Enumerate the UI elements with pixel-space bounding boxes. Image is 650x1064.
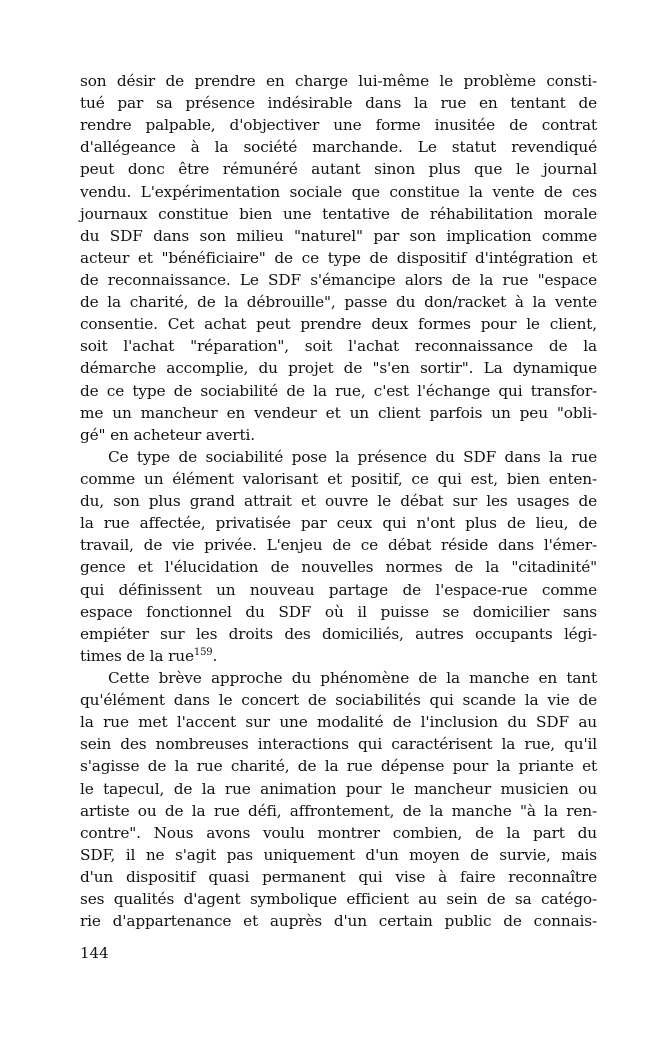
paragraph-1 [80, 70, 597, 446]
text-fragment: . [212, 646, 218, 665]
text-line: s'agisse de la rue charité, de la rue dépense pour la priante et [80, 757, 597, 776]
text-line: artiste ou de la rue défi, affrontement, de la manche "à la ren- [80, 801, 597, 820]
text-line: rie d'appartenance et auprès d'un certain public de connais- [80, 912, 597, 931]
text-line: de reconnaissance. Le SDF s'émancipe alors de la rue "espace [80, 270, 597, 289]
paragraph-3 [80, 667, 597, 932]
paragraph-2 [80, 446, 597, 667]
text-line: tué par sa présence indésirable dans la rue en tentant de [80, 94, 597, 113]
text-line: son désir de prendre en charge lui-même le problème consti- [80, 72, 597, 90]
text-line: acteur et "bénéficiaire" de ce type de dispositif d'intégration et [80, 248, 597, 267]
text-line: Cette brève approche du phénomène de la manche en tant [108, 668, 597, 687]
text-line: de la charité, de la débrouille", passe du don/racket à la vente [80, 293, 597, 312]
text-fragment: times de la rue [80, 646, 194, 665]
text-line: sein des nombreuses interactions qui caractérisent la rue, qu'il [80, 735, 597, 754]
text-line: du SDF dans son milieu "naturel" par son implication comme [80, 226, 597, 245]
text-line: consentie. Cet achat peut prendre deux formes pour le client, [80, 315, 597, 334]
text-line [80, 645, 597, 667]
text-line: comme un élément valorisant et positif, ce qui est, bien enten- [80, 469, 597, 488]
text-line: d'allégeance à la société marchande. Le statut revendiqué [80, 138, 597, 157]
text-line: SDF, il ne s'agit pas uniquement d'un moyen de survie, mais [80, 845, 597, 864]
text-line: le tapecul, de la rue animation pour le mancheur musicien ou [80, 779, 597, 798]
text-line: de ce type de sociabilité de la rue, c'est l'échange qui transfor- [80, 381, 597, 400]
text-line: la rue met l'accent sur une modalité de l'inclusion du SDF au [80, 713, 597, 732]
text-line: Ce type de sociabilité pose la présence du SDF dans la rue [108, 447, 597, 466]
text-line: contre". Nous avons voulu montrer combien, de la part du [80, 823, 597, 842]
text-line: gence et l'élucidation de nouvelles normes de la "citadinité" [80, 558, 597, 577]
text-line: espace fonctionnel du SDF où il puisse se domicilier sans [80, 602, 597, 621]
text-line: rendre palpable, d'objectiver une forme inusitée de contrat [80, 116, 597, 135]
text-line: ses qualités d'agent symbolique efficient au sein de sa catégo- [80, 890, 597, 909]
text-line: gé" en acheteur averti. [80, 425, 255, 444]
text-line: démarche accomplie, du projet de "s'en sortir". La dynamique [80, 359, 597, 378]
text-line: empiéter sur les droits des domiciliés, autres occupants légi- [80, 624, 597, 643]
text-line: journaux constitue bien une tentative de réhabilitation morale [80, 204, 597, 223]
text-line: la rue affectée, privatisée par ceux qui n'ont plus de lieu, de [80, 514, 597, 533]
body-text [80, 70, 597, 932]
text-line: soit l'achat "réparation", soit l'achat reconnaissance de la [80, 337, 597, 356]
text-line: d'un dispositif quasi permanent qui vise à faire reconnaître [80, 867, 597, 886]
text-line: du, son plus grand attrait et ouvre le débat sur les usages de [80, 492, 597, 511]
text-line: me un mancheur en vendeur et un client parfois un peu "obli- [80, 403, 597, 422]
text-line: qu'élément dans le concert de sociabilités qui scande la vie de [80, 691, 597, 710]
text-line: qui définissent un nouveau partage de l'espace-rue comme [80, 580, 597, 599]
footnote-reference[interactable]: 159 [193, 646, 213, 658]
page-number: 144 [80, 944, 109, 962]
text-line: peut donc être rémunéré autant sinon plus que le journal [80, 160, 597, 179]
text-line: travail, de vie privée. L'enjeu de ce débat réside dans l'émer- [80, 536, 597, 555]
text-line: vendu. L'expérimentation sociale que constitue la vente de ces [80, 182, 597, 201]
